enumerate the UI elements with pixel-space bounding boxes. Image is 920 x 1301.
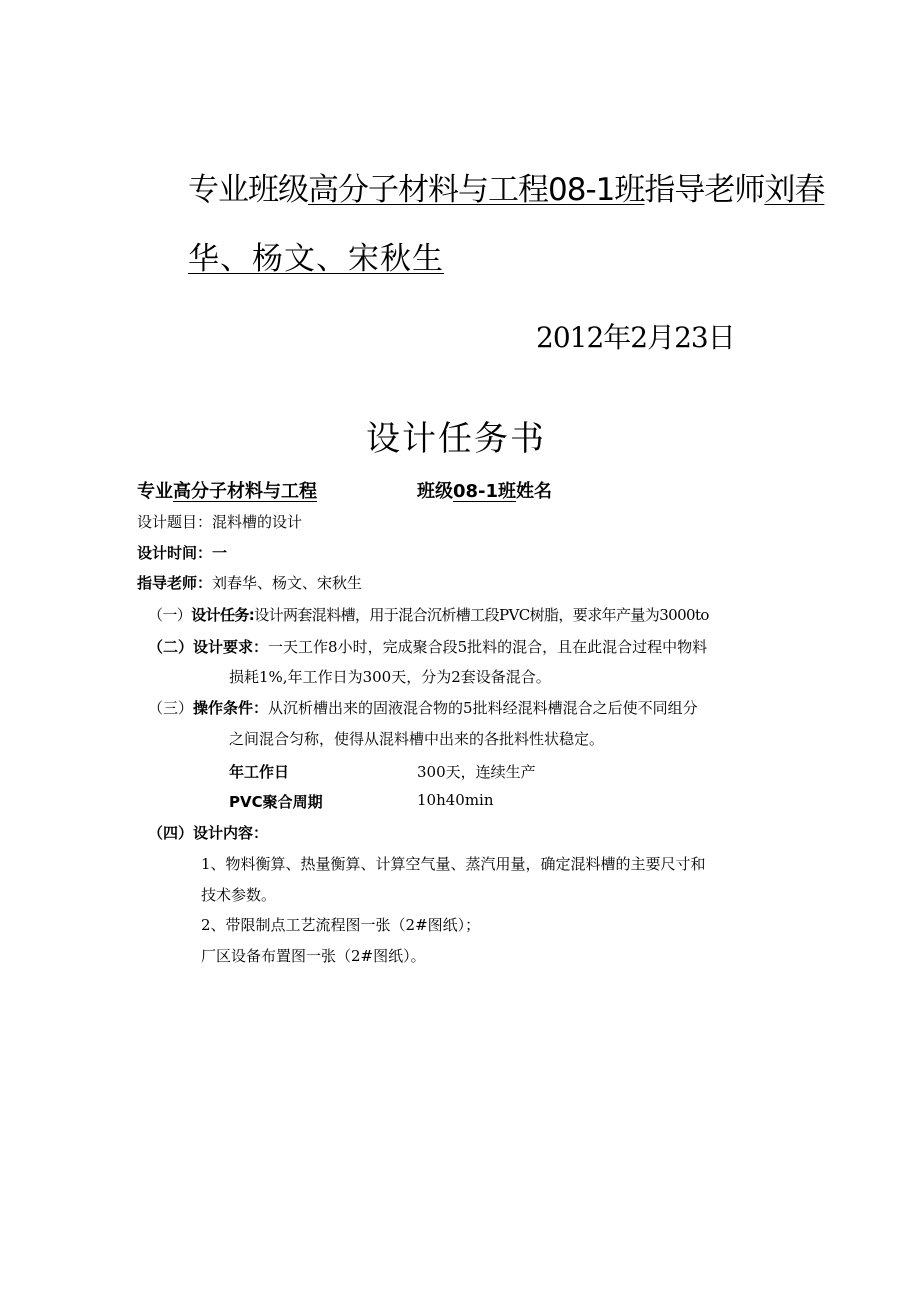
section-3-text-line2: 之间混合匀称，使得从混料槽中出来的各批料性状稳定。 [229, 730, 605, 748]
header-name-label: 姓名 [516, 481, 553, 502]
field-time-value: 一 [212, 544, 228, 562]
cover-advisor-value-part1: 刘春 [764, 172, 825, 208]
section-1 [148, 604, 709, 625]
section-4-label: 设计内容： [193, 824, 269, 842]
header-major [137, 477, 317, 503]
section-3-row2-value: 10h40min [417, 791, 494, 809]
section-2-text-line2: 损耗1%,年工作日为300天，分为2套设备混合。 [229, 668, 551, 686]
section-2-text-line1: 一天工作8小时，完成聚合段5批料的混合，且在此混合过程中物料 [268, 638, 708, 656]
field-topic-value: 混料槽的设计 [212, 513, 303, 531]
section-4-item2: 2、带限制点工艺流程图一张（2#图纸）； [201, 916, 481, 934]
field-advisor [137, 572, 362, 593]
section-2-number: （二） [148, 638, 194, 656]
field-topic [137, 511, 302, 532]
field-advisor-value: 刘春华、杨文、宋秋生 [212, 574, 363, 592]
field-topic-label: 设计题目： [137, 513, 213, 531]
field-advisor-label: 指导老师： [137, 574, 213, 592]
document-title: 设计任务书 [366, 419, 546, 459]
section-3-row2-label: PVC聚合周期 [229, 793, 323, 811]
cover-major-label: 专业班级 [188, 172, 308, 208]
section-3-text-line1: 从沉析槽出来的固液混合物的5批料经混料槽混合之后使不同组分 [268, 699, 698, 717]
cover-advisor-value-part2: 华、杨文、宋秋生 [188, 241, 444, 277]
field-time [137, 542, 227, 563]
header-class-name [417, 477, 552, 503]
cover-major-advisor-line [188, 164, 824, 209]
header-class-value: 08-1班 [453, 481, 517, 502]
section-3-number: （三） [148, 699, 194, 717]
section-3-label: 操作条件： [193, 699, 269, 717]
section-2 [148, 636, 707, 657]
section-4-number: （四） [148, 824, 194, 842]
section-1-text: 设计两套混料槽，用于混合沉析槽工段PVC树脂，要求年产量为3000to [254, 606, 709, 624]
section-2-label: 设计要求： [193, 638, 269, 656]
section-4-item1-line2: 技术参数。 [201, 886, 277, 904]
header-major-label: 专业 [137, 481, 173, 502]
header-class-label: 班级 [417, 481, 453, 502]
section-3-row1-value: 300天，连续生产 [417, 763, 536, 781]
section-1-number: （一） [148, 606, 192, 624]
section-3-row1-label: 年工作日 [229, 763, 290, 781]
cover-date: 2012年2月23日 [536, 321, 735, 354]
cover-major-value: 高分子材料与工程08-1班 [308, 172, 645, 208]
section-3 [148, 697, 698, 718]
section-4-item1-line1: 1、物料衡算、热量衡算、计算空气量、蒸汽用量，确定混料槽的主要尺寸和 [201, 855, 706, 873]
header-major-value: 高分子材料与工程 [173, 481, 317, 502]
cover-advisor-line2 [188, 233, 444, 278]
section-1-label: 设计任务: [191, 606, 255, 624]
cover-advisor-label: 指导老师 [644, 172, 765, 208]
section-4 [148, 822, 268, 843]
field-time-label: 设计时间： [137, 544, 213, 562]
section-4-item3: 厂区设备布置图一张（2#图纸）。 [201, 947, 426, 965]
